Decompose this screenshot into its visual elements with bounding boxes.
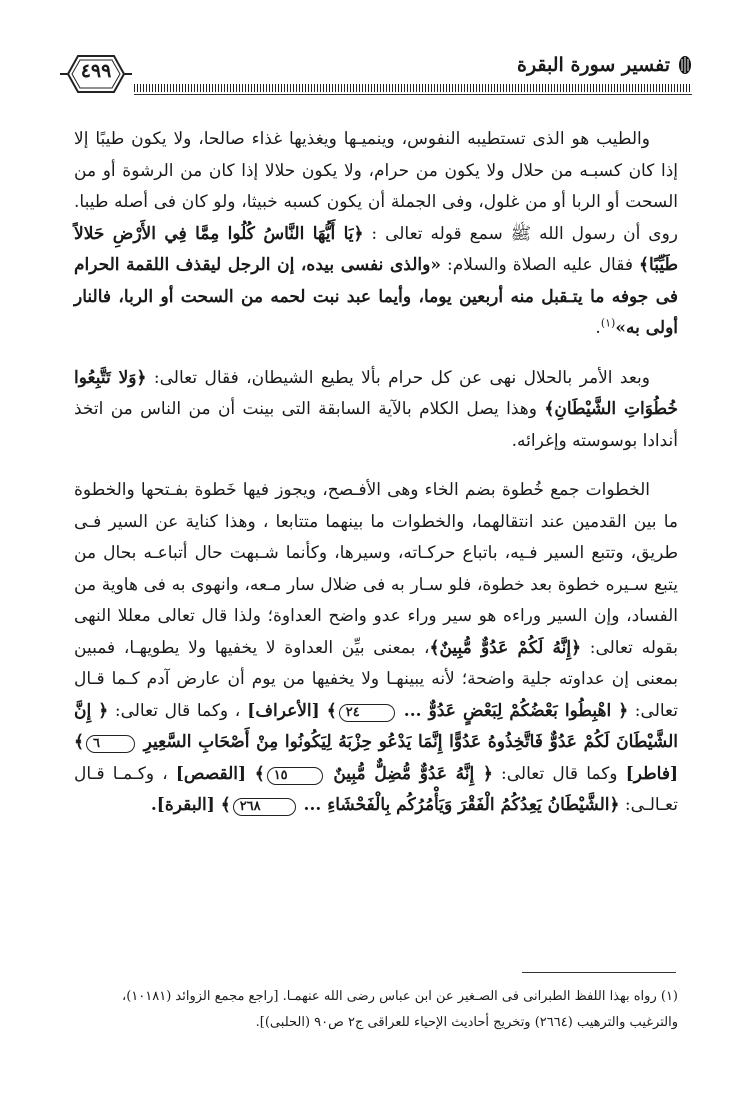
quran-verse: ﴾ [البقرة]. bbox=[150, 795, 231, 815]
text-run: وكما قال تعالى: bbox=[492, 763, 626, 784]
hadith-quote: «والذى نفسى بيده، إن الرجل ليقذف اللقمة الحرام فى جوفه ما يتـقبل منه أربعين يوما، وأيما عبد نبت لحمه من السحت أو الربا، فالنار أولى به» bbox=[74, 255, 678, 338]
quran-verse: ﴾ [الأعراف] bbox=[240, 700, 337, 721]
footnote-separator bbox=[522, 972, 676, 973]
footnote bbox=[60, 984, 678, 1036]
quran-verse: ﴿إِنَّهُ لَكُمْ عَدُوٌّ مُّبِينٌ﴾ bbox=[429, 637, 582, 658]
running-title bbox=[517, 54, 692, 76]
paragraph bbox=[74, 124, 678, 345]
page-header bbox=[60, 44, 692, 104]
quran-verse: ﴿ إِنَّ الشَّيْطَانَ لَكُمْ عَدُوٌّ فَاتَّخِذُوهُ عَدُوًّا إِنَّمَا يَدْعُو حِزْبَهُ لِيَكُونُوا مِنْ أَصْحَابِ السَّعِيرِ bbox=[74, 700, 678, 752]
paragraph bbox=[74, 475, 678, 822]
title-ornament-icon bbox=[678, 55, 692, 75]
quran-verse: ﴿الشَّيْطَانُ يَعِدُكُمُ الْفَقْرَ وَيَأْمُرُكُم بِالْفَحْشَاءِ ... bbox=[297, 795, 620, 815]
text-run: وبعد الأمر بالحلال نهى عن كل حرام بألا يطيع الشيطان، فقال تعالى: bbox=[146, 367, 650, 388]
header-rule-line bbox=[134, 94, 692, 95]
text-run: . bbox=[595, 318, 601, 338]
header-rule bbox=[134, 84, 692, 92]
page-number-badge bbox=[60, 52, 132, 92]
quran-verse: ﴾ [فاطر] bbox=[74, 732, 678, 784]
quran-verse: ﴿ إِنَّهُ عَدُوٌّ مُّضِلٌّ مُّبِينٌ bbox=[324, 763, 493, 784]
quran-verse: ﴿ اهْبِطُوا بَعْضُكُمْ لِبَعْضٍ عَدُوٌّ ... bbox=[396, 700, 629, 721]
main-text bbox=[74, 124, 678, 822]
ayah-number: ٦ bbox=[86, 735, 135, 753]
quran-verse: ﴿وَلا تَتَّبِعُوا خُطُوَاتِ الشَّيْطَانِ﴾ bbox=[74, 367, 679, 419]
running-title-text: تفسير سورة البقرة bbox=[516, 54, 670, 76]
text-run: ، وكما قال تعالى: bbox=[108, 700, 241, 721]
footnote-ref: (١) bbox=[600, 316, 616, 330]
footnote-line: والترغيب والترهيب (٢٦٦٤) وتخريج أحاديث الإحياء للعراقى ج٢ ص٩٠ (الحلبى)]. bbox=[255, 1015, 678, 1030]
quran-verse: ﴾ [القصص] bbox=[175, 763, 265, 784]
text-run: الخطوات جمع خُطوة بضم الخاء وهى الأفـصح، ويجوز فيها خَطوة بفـتحها والخطوة ما بين القدمين عند انتقالهما، والخطوات ما بينهما متتابعا ، وهذا كناية عن السير فـى طريق، وتتبع السير فـيه، باتباع حركـاته، وسيرها، وكأنما شـبهت حال أتباعـه بحال من يتبع سـيره خطوة بعد خطوة، فلو سـار به فى ضلال سار مـعه، وانهوى به فى هاوية من الفساد، وإن السير وراءه هو سير وراء عدو واضح العداوة؛ ولذا قال تعالى معللا النهى بقوله تعالى: bbox=[74, 480, 678, 658]
text-run: ، بمعنى بيِّن العداوة لا يخفيها ولا يطويهـا، فمبين بمعنى إن عداوته جلية واضحة؛ لأنه يبينهـا ولا يخفيها من يوم أن عارض آدم كـما قـال تعالى: bbox=[74, 637, 678, 721]
quran-verse: ﴿يَا أَيُّهَا النَّاسُ كُلُوا مِمَّا فِي الأَرْضِ حَلالاً طَيِّبًا﴾ bbox=[74, 223, 678, 275]
text-run: وهذا يصل الكلام بالآية السابقة التى بينت أن من الناس من اتخذ أندادا بوسوسته وإغرائه. bbox=[74, 399, 678, 451]
ayah-number: ٢٤ bbox=[339, 704, 395, 722]
ayah-number: ٢٦٨ bbox=[233, 798, 296, 816]
ayah-number: ١٥ bbox=[267, 767, 323, 785]
footnote-line: (١) رواه بهذا اللفظ الطبرانى فى الصـغير عن ابن عباس رضى الله عنهمـا. [راجع مجمع الزوائد (١٠١٨١)، bbox=[122, 989, 678, 1004]
page-number: ٤٩٩ bbox=[80, 60, 112, 82]
text-run: فقال عليه الصلاة والسلام: bbox=[440, 255, 640, 275]
text-run: ، وكـمـا قـال تعـالـى: bbox=[74, 763, 678, 815]
paragraph bbox=[74, 363, 678, 458]
text-run: والطيب هو الذى تستطيبه النفوس، وينميـها ويغذيها غذاء صالحا، ولا يكون طيبًا إلا إذا كان كسبـه من حلال ولا يكون من حرام، ولا يكون حلالا إذا كان من الرشوة أو من السحت أو الربا أو من غلول، وفى الجملة أن يكون كسبه خبيثا، ولو كان فى أصله طيبا. روى أن رسول الله ﷺ سمع قوله تعالى : bbox=[74, 129, 678, 244]
